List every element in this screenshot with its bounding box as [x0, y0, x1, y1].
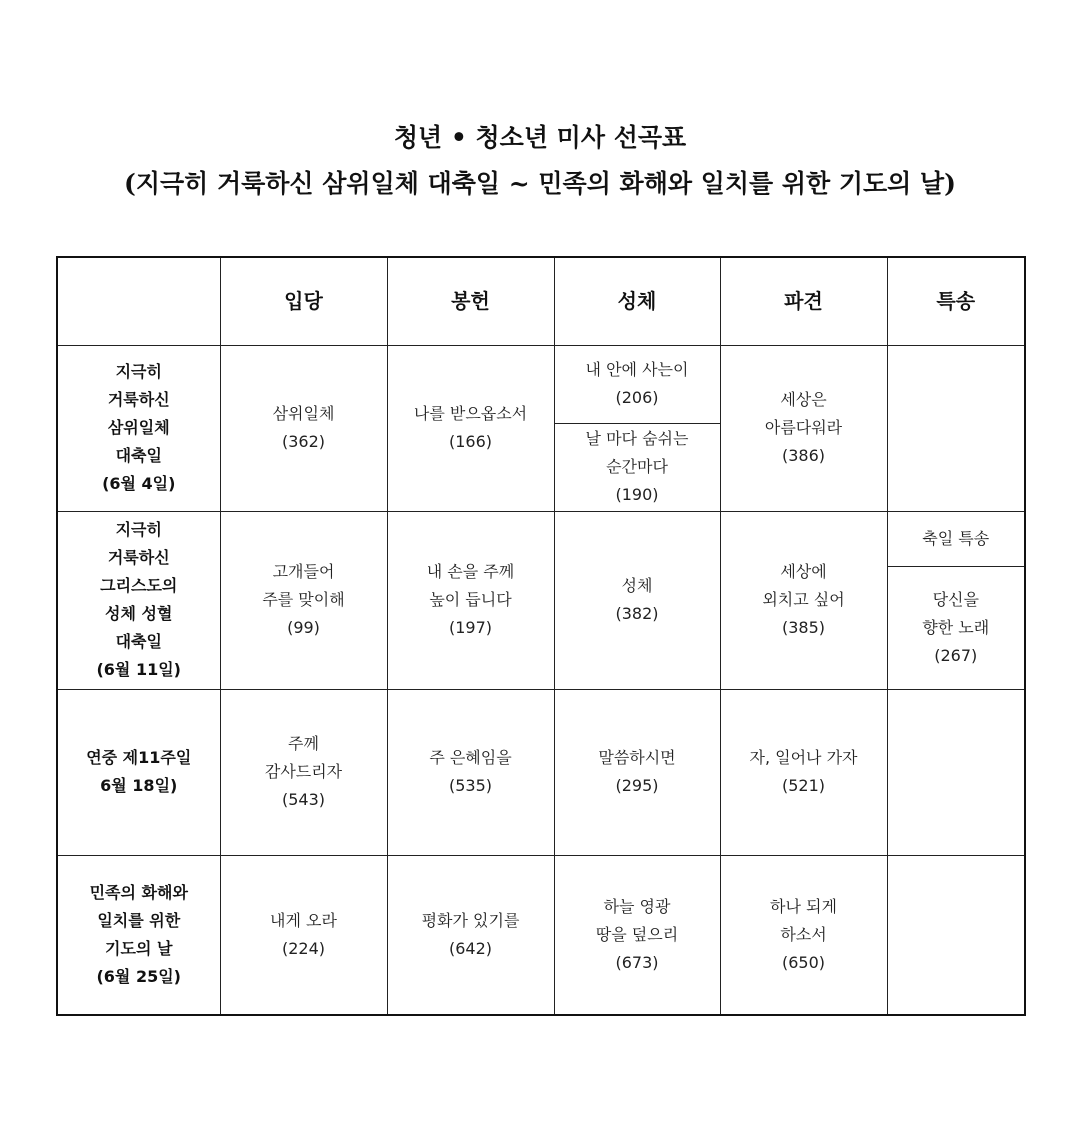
- song-title: 하소서: [780, 924, 827, 944]
- table-row: [57, 345, 1025, 511]
- row-name-line: 거룩하신: [107, 548, 170, 567]
- song-title: 날 마다 숨쉬는: [585, 429, 689, 448]
- song-number: (166): [448, 432, 493, 451]
- song-title: 내게 오라: [270, 910, 337, 930]
- song-title: 내 손을 주께: [426, 562, 515, 581]
- header-communion: 성체: [554, 257, 720, 345]
- song-title: 하나 되게: [770, 896, 837, 916]
- row-name-line: (6월 4일): [102, 474, 176, 493]
- table-row: [57, 689, 1025, 855]
- special-cell: [887, 511, 1025, 689]
- song-title: 고개들어: [272, 562, 335, 581]
- row-name-cell: [57, 855, 220, 1015]
- song-title: 외치고 싶어: [762, 590, 845, 609]
- row-name-line: 지극히: [115, 520, 162, 539]
- song-number: (642): [448, 938, 493, 958]
- song-title: 축일 특송: [922, 528, 990, 548]
- row-name-line: 거룩하신: [107, 390, 170, 409]
- page-subtitle: (지극히 거룩하신 삼위일체 대축일 ~ 민족의 화해와 일치를 위한 기도의 날): [124, 169, 956, 198]
- offertory-cell: [387, 345, 554, 511]
- song-title: 평화가 있기를: [421, 910, 520, 930]
- song-title: 세상은: [780, 390, 827, 409]
- row-name-cell: [57, 511, 220, 689]
- row-name-line: 일치를 위한: [97, 910, 181, 930]
- song-number: (385): [781, 618, 826, 637]
- song-title: 나를 받으옵소서: [413, 404, 528, 423]
- song-title: 삼위일체: [272, 404, 335, 423]
- page-title: 청년 • 청소년 미사 선곡표: [393, 123, 687, 152]
- communion-cell: [554, 511, 720, 689]
- offertory-cell: [387, 689, 554, 855]
- song-title: 내 안에 사는이: [585, 360, 689, 379]
- song-number: (295): [615, 776, 659, 795]
- communion-song-b: [555, 423, 720, 511]
- row-name-line: 민족의 화해와: [89, 882, 188, 902]
- song-title: 주께: [288, 734, 319, 753]
- entrance-cell: [220, 345, 387, 511]
- song-title: 성체: [621, 576, 653, 595]
- recessional-cell: [720, 345, 887, 511]
- row-name-line: 그리스도의: [100, 576, 178, 595]
- table-row: [57, 511, 1025, 689]
- song-title: 향한 노래: [922, 617, 990, 637]
- row-name-line: 대축일: [115, 632, 162, 651]
- song-number: (382): [615, 604, 659, 623]
- song-number: (190): [615, 485, 659, 504]
- header-corner: [57, 257, 220, 345]
- song-selection-table: [56, 256, 1026, 1016]
- song-number: (650): [781, 952, 826, 972]
- song-title: 당신을: [932, 589, 979, 609]
- song-number: (197): [448, 618, 493, 637]
- song-number: (362): [281, 432, 326, 451]
- song-title: 자, 일어나 가자: [749, 748, 858, 767]
- row-name-line: 성체 성혈: [105, 604, 173, 623]
- song-title: 높이 듭니다: [429, 590, 512, 609]
- row-name-line: 기도의 날: [105, 938, 173, 958]
- recessional-cell: [720, 689, 887, 855]
- entrance-cell: [220, 511, 387, 689]
- song-number: (673): [615, 952, 659, 972]
- table-row: [57, 855, 1025, 1015]
- song-title: 세상에: [780, 562, 827, 581]
- special-cell: [887, 855, 1025, 1015]
- special-cell: [887, 345, 1025, 511]
- song-number: (224): [281, 938, 326, 958]
- row-name-cell: [57, 345, 220, 511]
- song-title: 말씀하시면: [598, 748, 676, 767]
- song-number: (206): [615, 388, 659, 407]
- special-cell: [887, 689, 1025, 855]
- entrance-cell: [220, 855, 387, 1015]
- recessional-cell: [720, 511, 887, 689]
- song-number: (535): [448, 776, 493, 795]
- communion-cell: [554, 345, 720, 511]
- communion-cell: [554, 855, 720, 1015]
- song-number: (267): [934, 645, 978, 665]
- offertory-cell: [387, 855, 554, 1015]
- entrance-cell: [220, 689, 387, 855]
- song-title: 순간마다: [606, 457, 668, 476]
- song-title: 감사드리자: [264, 762, 343, 781]
- row-name-line: 대축일: [115, 446, 162, 465]
- header-offertory: 봉헌: [387, 257, 554, 345]
- header-entrance: 입당: [220, 257, 387, 345]
- song-title: 땅을 덮으리: [595, 924, 679, 944]
- song-title: 주를 맞이해: [262, 590, 345, 609]
- song-number: (521): [781, 776, 826, 795]
- song-title: 아름다워라: [764, 418, 843, 437]
- special-song: [888, 566, 1025, 689]
- row-name-line: (6월 11일): [96, 660, 181, 679]
- song-number: (99): [287, 618, 320, 637]
- row-name-line: 연중 제11주일: [86, 748, 192, 767]
- header-row: [57, 257, 1025, 345]
- song-title: 하늘 영광: [603, 896, 671, 916]
- row-name-line: 지극히: [115, 362, 162, 381]
- recessional-cell: [720, 855, 887, 1015]
- song-number: (543): [281, 790, 326, 809]
- row-name-line: (6월 25일): [96, 966, 181, 986]
- communion-cell: [554, 689, 720, 855]
- header-recessional: 파견: [720, 257, 887, 345]
- header-special: 특송: [887, 257, 1025, 345]
- song-number: (386): [781, 446, 826, 465]
- song-title: 주 은혜임을: [429, 748, 512, 767]
- row-name-line: 삼위일체: [107, 418, 170, 437]
- row-name-line: 6월 18일): [100, 776, 178, 795]
- offertory-cell: [387, 511, 554, 689]
- row-name-cell: [57, 689, 220, 855]
- special-label: [888, 512, 1025, 566]
- communion-song-a: [555, 346, 720, 423]
